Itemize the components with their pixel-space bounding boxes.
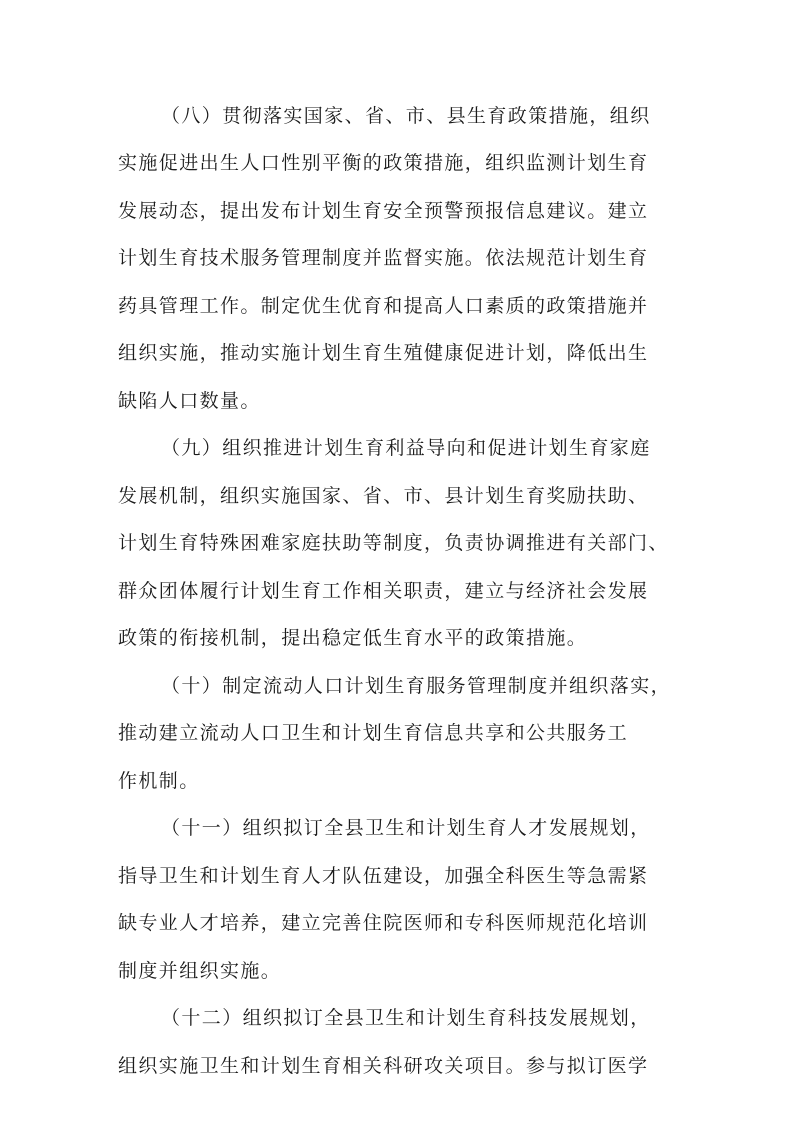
paragraph-9-line-2: 发展机制，组织实施国家、省、市、县计划生育奖励扶助、 xyxy=(118,485,649,507)
paragraph-8-line-7: 缺陷人口数量。 xyxy=(118,390,261,412)
paragraph-11-line-2: 指导卫生和计划生育人才队伍建设，加强全科医生等急需紧 xyxy=(118,865,649,887)
paragraph-10-line-2: 推动建立流动人口卫生和计划生育信息共享和公共服务工 xyxy=(118,722,629,744)
paragraph-11-line-4: 制度并组织实施。 xyxy=(118,960,282,982)
paragraph-12-line-2: 组织实施卫生和计划生育相关科研攻关项目。参与拟订医学 xyxy=(118,1055,649,1077)
paragraph-11-line-1: （十一）组织拟订全县卫生和计划生育人才发展规划， xyxy=(161,817,651,839)
paragraph-9-line-5: 政策的衔接机制，提出稳定低生育水平的政策措施。 xyxy=(118,627,588,649)
paragraph-8-line-6: 组织实施，推动实施计划生育生殖健康促进计划，降低出生 xyxy=(118,342,649,364)
paragraph-10-line-3: 作机制。 xyxy=(118,770,200,792)
paragraph-8-line-2: 实施促进出生人口性别平衡的政策措施，组织监测计划生育 xyxy=(118,152,649,174)
paragraph-12-line-1: （十二）组织拟订全县卫生和计划生育科技发展规划， xyxy=(161,1007,651,1029)
paragraph-9-line-1: （九）组织推进计划生育利益导向和促进计划生育家庭 xyxy=(161,437,651,459)
paragraph-8-line-4: 计划生育技术服务管理制度并监督实施。依法规范计划生育 xyxy=(118,247,649,269)
paragraph-10-line-1: （十）制定流动人口计划生育服务管理制度并组织落实， xyxy=(161,675,672,697)
paragraph-8-line-1: （八）贯彻落实国家、省、市、县生育政策措施，组织 xyxy=(161,105,651,127)
paragraph-8-line-3: 发展动态，提出发布计划生育安全预警预报信息建议。建立 xyxy=(118,200,649,222)
paragraph-8-line-5: 药具管理工作。制定优生优育和提高人口素质的政策措施并 xyxy=(118,295,649,317)
paragraph-9-line-4: 群众团体履行计划生育工作相关职责，建立与经济社会发展 xyxy=(118,580,649,602)
paragraph-9-line-3: 计划生育特殊困难家庭扶助等制度，负责协调推进有关部门、 xyxy=(118,532,669,554)
paragraph-11-line-3: 缺专业人才培养，建立完善住院医师和专科医师规范化培训 xyxy=(118,912,649,934)
